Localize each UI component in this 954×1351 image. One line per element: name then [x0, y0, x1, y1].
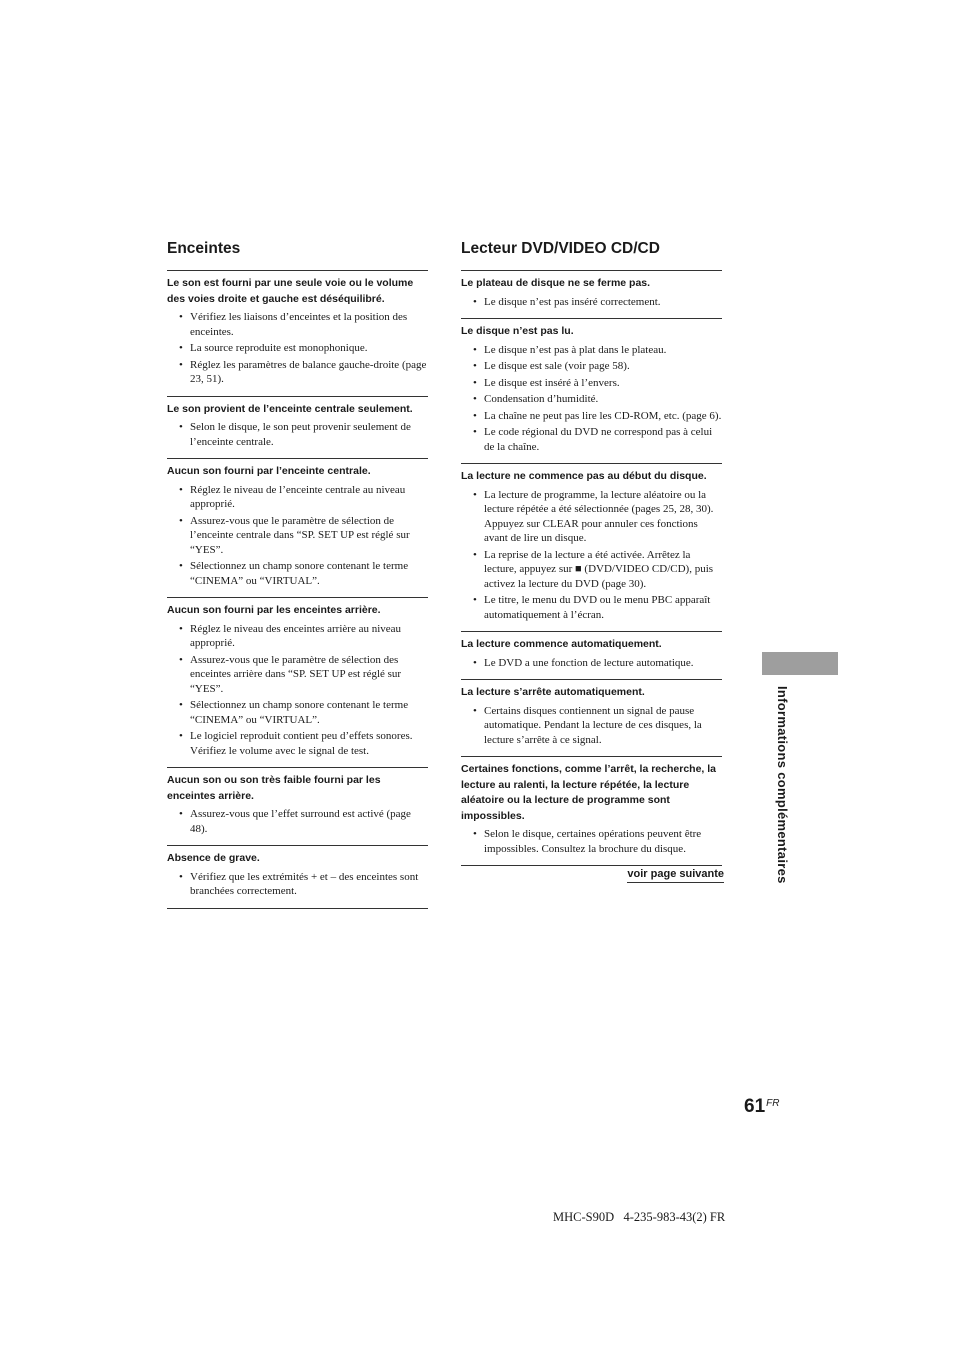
dvd-player-section [461, 236, 724, 880]
problem-title: Le disque n’est pas lu. [461, 325, 574, 337]
problem-block [167, 397, 428, 460]
solution-item: • Le disque n’est pas inséré correctement. [461, 295, 722, 310]
problem-title: La lecture ne commence pas au début du disque. [461, 470, 707, 482]
problem-block [167, 459, 428, 598]
solution-list [461, 827, 722, 856]
page-number-value: 61 [744, 1096, 766, 1117]
chapter-tab-marker [762, 652, 838, 675]
problem-title: Le son est fourni par une seule voie ou le volume des voies droite et gauche est déséquilibré. [167, 277, 414, 305]
solution-list [167, 420, 428, 449]
solution-item: • Le disque est inséré à l’envers. [461, 376, 722, 391]
solution-item: • Le titre, le menu du DVD ou le menu PBC apparaît automatiquement à l’écran. [461, 593, 722, 622]
problem-title: Aucun son ou son très faible fourni par les enceintes arrière. [167, 774, 381, 802]
problem-block [461, 271, 722, 319]
section-heading: Lecteur DVD/VIDEO CD/CD [461, 236, 722, 271]
solution-item: • Condensation d’humidité. [461, 392, 722, 407]
solution-item: • La source reproduite est monophonique. [167, 341, 428, 356]
chapter-side-label: Informations complémentaires [775, 686, 790, 884]
solution-item: • Réglez les paramètres de balance gauche-droite (page 23, 51). [167, 358, 428, 387]
problem-block [461, 632, 722, 680]
solution-list [167, 310, 428, 387]
solution-item: • Assurez-vous que le paramètre de sélection des enceintes arrière dans “SP. SET UP est réglé sur “YES”. [167, 653, 428, 697]
problem-block [167, 768, 428, 846]
page-language-suffix: FR [766, 1098, 780, 1109]
solution-list [167, 807, 428, 836]
solution-item: • Réglez le niveau des enceintes arrière au niveau approprié. [167, 622, 428, 651]
problem-title: La lecture commence automatiquement. [461, 638, 662, 650]
page-number [744, 1096, 779, 1118]
section-heading: Enceintes [167, 236, 428, 271]
solution-list [461, 704, 722, 748]
problem-title: Aucun son fourni par les enceintes arrière. [167, 604, 381, 616]
troubleshooting-list [167, 271, 428, 909]
troubleshooting-list [461, 271, 722, 866]
solution-item: • Le disque n’est pas à plat dans le plateau. [461, 343, 722, 358]
solution-item: • Le code régional du DVD ne correspond pas à celui de la chaîne. [461, 425, 722, 454]
solution-item: • Le disque est sale (voir page 58). [461, 359, 722, 374]
solution-list [461, 343, 722, 455]
solution-list [461, 488, 722, 623]
problem-block [167, 846, 428, 909]
model-reference: MHC-S90D 4-235-983-43(2) FR [553, 1210, 726, 1224]
solution-item: • Sélectionnez un champ sonore contenant le terme “CINEMA” ou “VIRTUAL”. [167, 698, 428, 727]
problem-block [461, 319, 722, 464]
solution-item: • Vérifiez les liaisons d’enceintes et la position des enceintes. [167, 310, 428, 339]
problem-title: La lecture s’arrête automatiquement. [461, 686, 645, 698]
solution-item: • La chaîne ne peut pas lire les CD-ROM, etc. (page 6). [461, 409, 722, 424]
solution-list [167, 622, 428, 759]
solution-item: • Certains disques contiennent un signal de pause automatique. Pendant la lecture de ces disques, la lecture s’arrête à ce signal. [461, 704, 722, 748]
solution-item: • Vérifiez que les extrémités + et – des enceintes sont branchées correctement. [167, 870, 428, 899]
problem-block [167, 598, 428, 768]
solution-item: • Assurez-vous que le paramètre de sélection de l’enceinte centrale dans “SP. SET UP est réglé sur “YES”. [167, 514, 428, 558]
problem-title: Absence de grave. [167, 852, 260, 864]
next-page-note [461, 868, 724, 880]
solution-list [461, 656, 722, 671]
solution-item: • Assurez-vous que l’effet surround est activé (page 48). [167, 807, 428, 836]
solution-list [461, 295, 722, 310]
solution-item: • Le DVD a une fonction de lecture automatique. [461, 656, 722, 671]
problem-title: Le son provient de l’enceinte centrale seulement. [167, 402, 413, 415]
solution-item: • La reprise de la lecture a été activée. Arrêtez la lecture, appuyez sur ■ (DVD/VIDEO CD/CD), puis activez la lecture du DVD (page 30). [461, 548, 722, 592]
problem-block [461, 464, 722, 632]
speakers-section [167, 236, 428, 909]
problem-title: Certaines fonctions, comme l’arrêt, la recherche, la lecture au ralenti, la lecture répétée, la lecture aléatoire ou la lecture de programme sont impossibles. [461, 763, 717, 822]
problem-block [167, 271, 428, 397]
solution-list [167, 483, 428, 589]
problem-block [461, 680, 722, 757]
solution-item: • Sélectionnez un champ sonore contenant le terme “CINEMA” ou “VIRTUAL”. [167, 559, 428, 588]
problem-title: Aucun son fourni par l’enceinte centrale. [167, 465, 371, 477]
solution-item: • Selon le disque, le son peut provenir seulement de l’enceinte centrale. [167, 420, 428, 449]
next-page-label: voir page suivante [627, 868, 724, 883]
problem-title: Le plateau de disque ne se ferme pas. [461, 277, 651, 289]
solution-item: • La lecture de programme, la lecture aléatoire ou la lecture répétée a été sélectionnée (pages 25, 28, 30). Appuyez sur CLEAR pour annuler ces fonctions avant de lire un disque. [461, 488, 722, 546]
solution-item: • Le logiciel reproduit contient peu d’effets sonores. Vérifiez le volume avec le signal de test. [167, 729, 428, 758]
solution-item: • Selon le disque, certaines opérations peuvent être impossibles. Consultez la brochure du disque. [461, 827, 722, 856]
problem-block [461, 757, 722, 866]
solution-item: • Réglez le niveau de l’enceinte centrale au niveau approprié. [167, 483, 428, 512]
solution-list [167, 870, 428, 899]
